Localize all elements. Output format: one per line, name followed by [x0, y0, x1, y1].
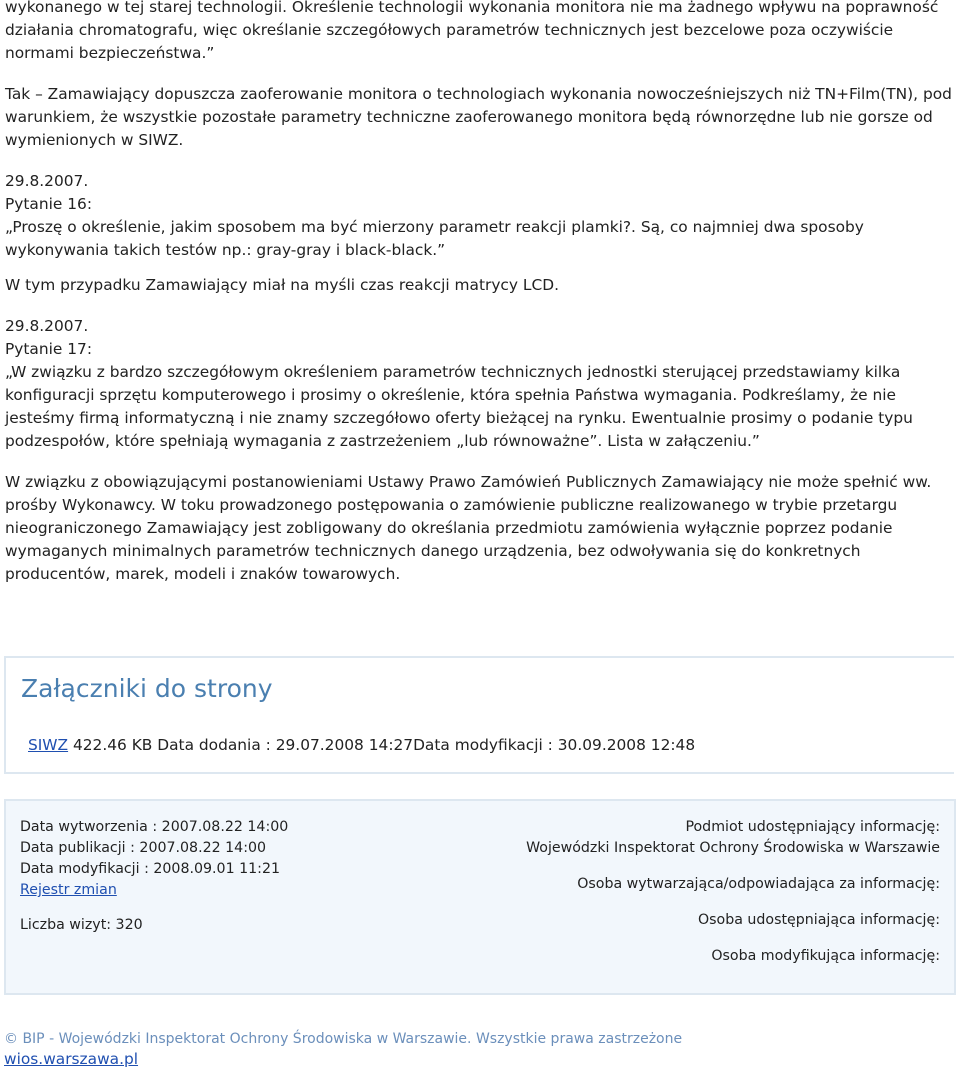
author-label: Osoba wytwarzająca/odpowiadająca za informację: — [577, 876, 940, 892]
modifier-label: Osoba modyfikująca informację: — [711, 948, 940, 964]
metadata-dates — [20, 817, 288, 936]
answer-paragraph: W związku z obowiązującymi postanowieniami Ustawy Prawo Zamówień Publicznych Zamawiający nie może spełnić ww. prośby Wykonawcy. W toku prowadzonego postępowania o zamówienie publiczne realizowanego w trybie przetargu nieograniczonego Zamawiający jest zobligowany do określania przedmiotu zamówienia wyłącznie poprzez podanie wymaganych minimalnych parametrów technicznych danego urządzenia, bez odwoływania się do konkretnych producentów, marek, modeli i znaków towarowych. — [5, 473, 932, 583]
article-body — [5, 0, 955, 586]
changes-register-link[interactable]: Rejestr zmian — [20, 882, 117, 898]
provider-value: Wojewódzki Inspektorat Ochrony Środowiska w Warszawie — [526, 840, 940, 856]
metadata-persons — [526, 817, 940, 967]
question-heading: Pytanie 17: — [5, 340, 93, 358]
footer-copyright: © BIP - Wojewódzki Inspektorat Ochrony Środowiska w Warszawie. Wszystkie prawa zastrzeżone — [4, 1031, 683, 1047]
attachments-title: Załączniki do strony — [21, 674, 273, 703]
provider-label: Podmiot udostępniający informację: — [685, 819, 940, 835]
published-date: Data publikacji : 2007.08.22 14:00 — [20, 840, 267, 856]
date-line: 29.8.2007. — [5, 317, 89, 335]
attachment-info: 422.46 KB Data dodania : 29.07.2008 14:27Data modyfikacji : 30.09.2008 12:48 — [68, 736, 696, 754]
date-line: 29.8.2007. — [5, 172, 89, 190]
created-date: Data wytworzenia : 2007.08.22 14:00 — [20, 819, 289, 835]
modified-date: Data modyfikacji : 2008.09.01 11:21 — [20, 861, 280, 877]
answer-paragraph: Tak – Zamawiający dopuszcza zaoferowanie monitora o technologiach wykonania nowocześniejszych niż TN+Film(TN), pod warunkiem, że wszystkie pozostałe parametry techniczne zaoferowanego monitora będą równorzędne lub nie gorsze od wymienionych w SIWZ. — [5, 85, 952, 149]
footer-site-link[interactable]: wios.warszawa.pl — [4, 1050, 139, 1068]
attachments-panel — [4, 656, 954, 774]
question-heading: Pytanie 16: — [5, 195, 93, 213]
attachment-row — [28, 736, 695, 754]
metadata-panel — [4, 799, 956, 995]
answer-paragraph: W tym przypadku Zamawiający miał na myśli czas reakcji matrycy LCD. — [5, 276, 559, 294]
attachment-link[interactable]: SIWZ — [28, 736, 69, 754]
paragraph: wykonanego w tej starej technologii. Określenie technologii wykonania monitora nie ma żadnego wpływu na poprawność działania chromatografu, więc określanie szczegółowych parametrów technicznych jest bezcelowe poza oczywiście normami bezpieczeństwa.” — [5, 0, 939, 62]
sharer-label: Osoba udostępniająca informację: — [697, 912, 940, 928]
question-text: „W związku z bardzo szczegółowym określeniem parametrów technicznych jednostki sterującej przedstawiamy kilka konfiguracji sprzętu komputerowego i prosimy o określenie, która spełnia Państwa wymagania. Podkreślamy, że nie jesteśmy firmą informatyczną i nie znamy szczegółowo oferty bieżącej na rynku. Ewentualnie prosimy o podanie typu podzespołów, które spełniają wymagania z zastrzeżeniem „lub równoważne”. Lista w załączeniu.” — [5, 363, 913, 450]
visit-count: Liczba wizyt: 320 — [20, 917, 143, 933]
question-text: „Proszę o określenie, jakim sposobem ma być mierzony parametr reakcji plamki?. Są, co najmniej dwa sposoby wykonywania takich testów np.: gray-gray i black-black.” — [5, 218, 864, 259]
